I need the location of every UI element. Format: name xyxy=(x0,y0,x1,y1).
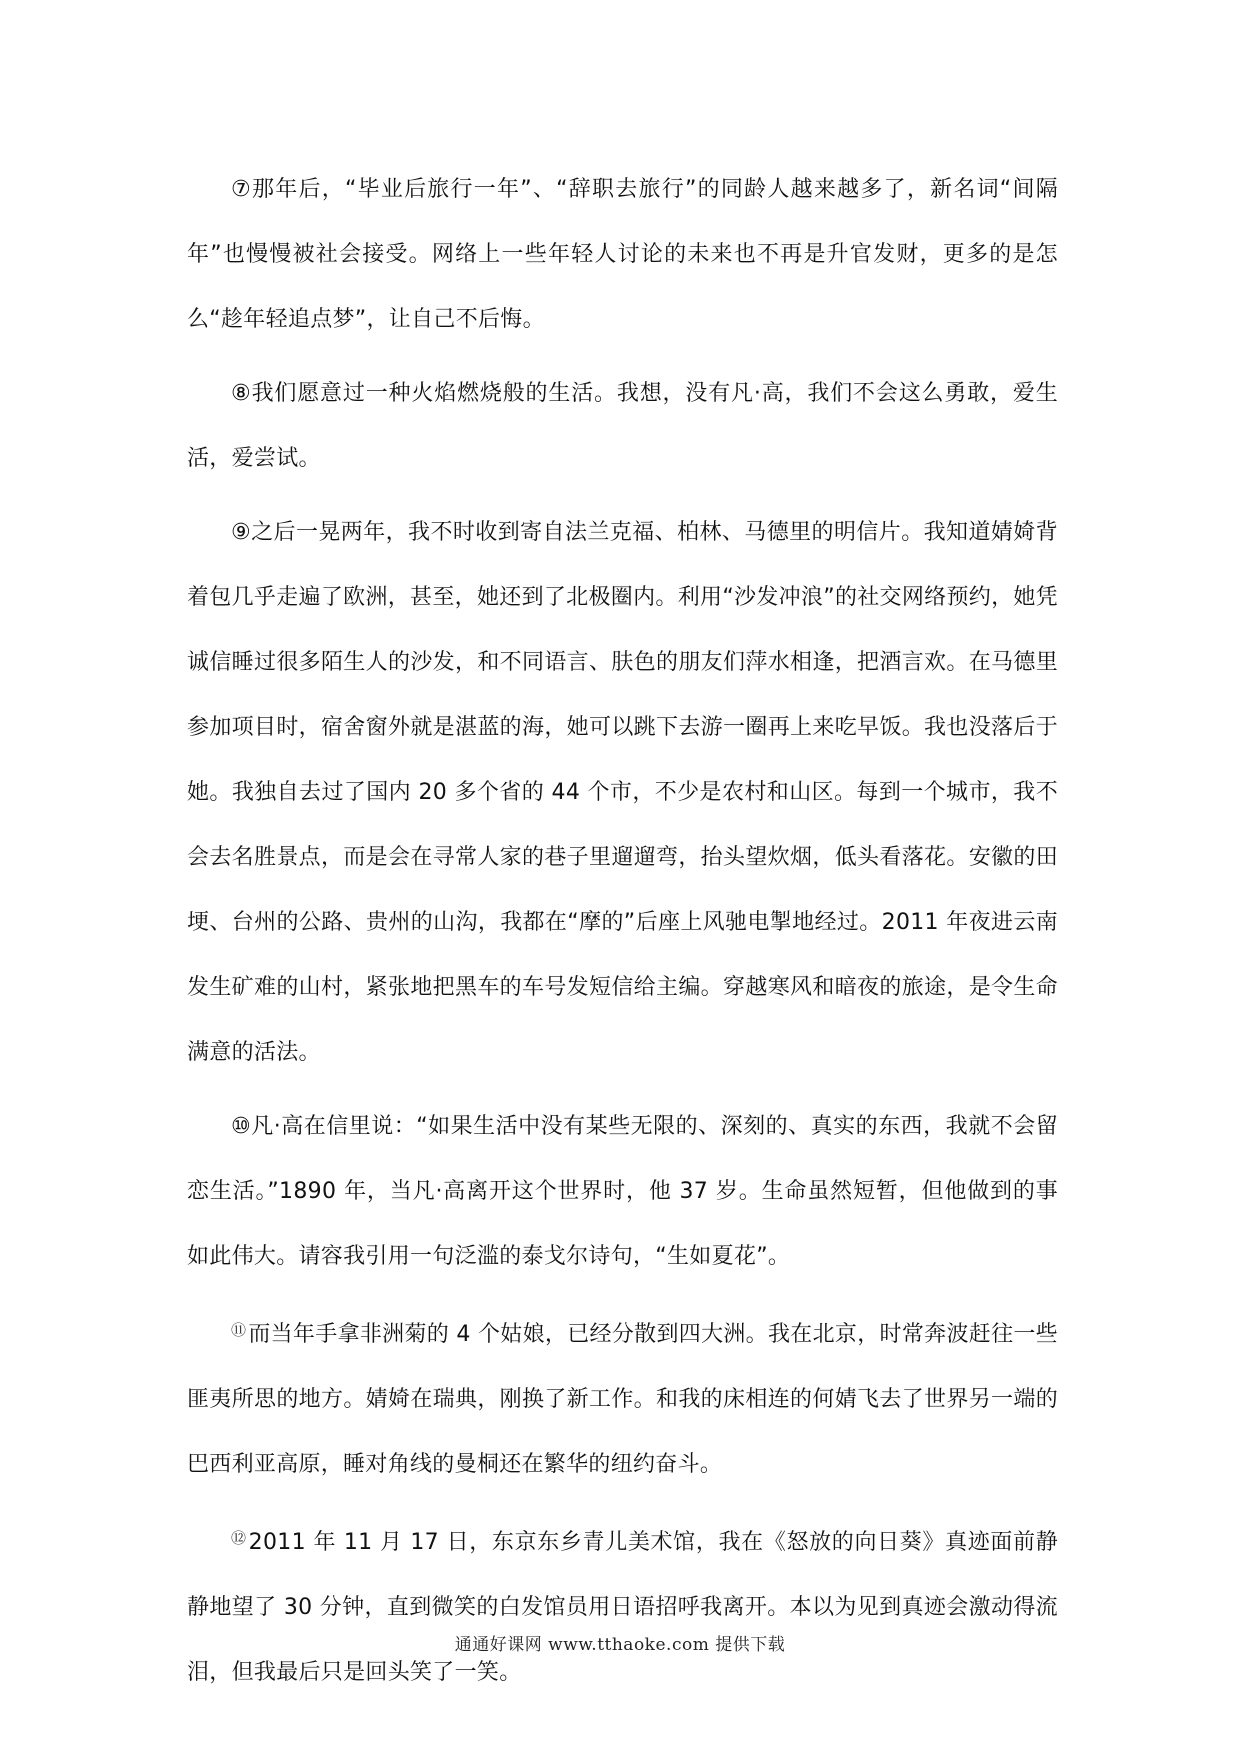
article-body xyxy=(187,157,1058,1714)
paragraph-12 xyxy=(187,1506,1058,1705)
paragraph-7 xyxy=(187,157,1058,352)
page-footer: 通通好课网 www.tthaoke.com 提供下载 xyxy=(454,1635,786,1655)
paragraph-text: 之后一晃两年，我不时收到寄自法兰克福、柏林、马德里的明信片。我知道婧婍背着包几乎走遍了欧洲，甚至，她还到了北极圈内。利用“沙发冲浪”的社交网络预约，她凭诚信睡过很多陌生人的沙发，和不同语言、肤色的朋友们萍水相逢，把酒言欢。在马德里参加项目时，宿舍窗外就是湛蓝的海，她可以跳下去游一圈再上来吃早饭。我也没落后于她。我独自去过了国内 20 多个省的 44 个市，不少是农村和山区。每到一个城市，我不会去名胜景点，而是会在寻常人家的巷子里遛遛弯，抬头望炊烟，低头看落花。安徽的田埂、台州的公路、贵州的山沟，我都在“摩的”后座上风驰电掣地经过。2011 年夜进云南发生矿难的山村，紧张地把黑车的车号发短信给主编。穿越寒风和暗夜的旅途，是令生命满意的活法。 xyxy=(187,520,1058,1065)
paragraph-text: 我们愿意过一种火焰燃烧般的生活。我想，没有凡·高，我们不会这么勇敢，爱生活，爱尝试。 xyxy=(187,381,1058,471)
paragraph-text: 那年后，“毕业后旅行一年”、“辞职去旅行”的同龄人越来越多了，新名词“间隔年”也慢慢被社会接受。网络上一些年轻人讨论的未来也不再是升官发财，更多的是怎么“趁年轻追点梦”，让自己不后悔。 xyxy=(187,177,1058,332)
paragraph-9 xyxy=(187,500,1058,1085)
paragraph-text: 2011 年 11 月 17 日，东京东乡青儿美术馆，我在《怒放的向日葵》真迹面前静静地望了 30 分钟，直到微笑的白发馆员用日语招呼我离开。本以为见到真迹会激动得流泪，但我最后只是回头笑了一笑。 xyxy=(187,1530,1058,1685)
paragraph-marker: ⑨ xyxy=(231,520,252,545)
paragraph-8 xyxy=(187,361,1058,491)
paragraph-text: 而当年手拿非洲菊的 4 个姑娘，已经分散到四大洲。我在北京，时常奔波赶往一些匪夷所思的地方。婧婍在瑞典，刚换了新工作。和我的床相连的何婧飞去了世界另一端的巴西利亚高原，睡对角线的曼桐还在繁华的纽约奋斗。 xyxy=(187,1322,1058,1477)
paragraph-marker: ⑩ xyxy=(231,1114,252,1139)
paragraph-marker: ⑫ xyxy=(231,1529,247,1547)
paragraph-marker: ⑪ xyxy=(231,1321,247,1339)
paragraph-text: 凡·高在信里说：“如果生活中没有某些无限的、深刻的、真实的东西，我就不会留恋生活。”1890 年，当凡·高离开这个世界时，他 37 岁。生命虽然短暂，但他做到的事如此伟大。请容我引用一句泛滥的泰戈尔诗句，“生如夏花”。 xyxy=(187,1114,1058,1269)
paragraph-11 xyxy=(187,1298,1058,1497)
paragraph-marker: ⑧ xyxy=(231,381,252,406)
paragraph-10 xyxy=(187,1094,1058,1289)
paragraph-marker: ⑦ xyxy=(231,177,252,202)
